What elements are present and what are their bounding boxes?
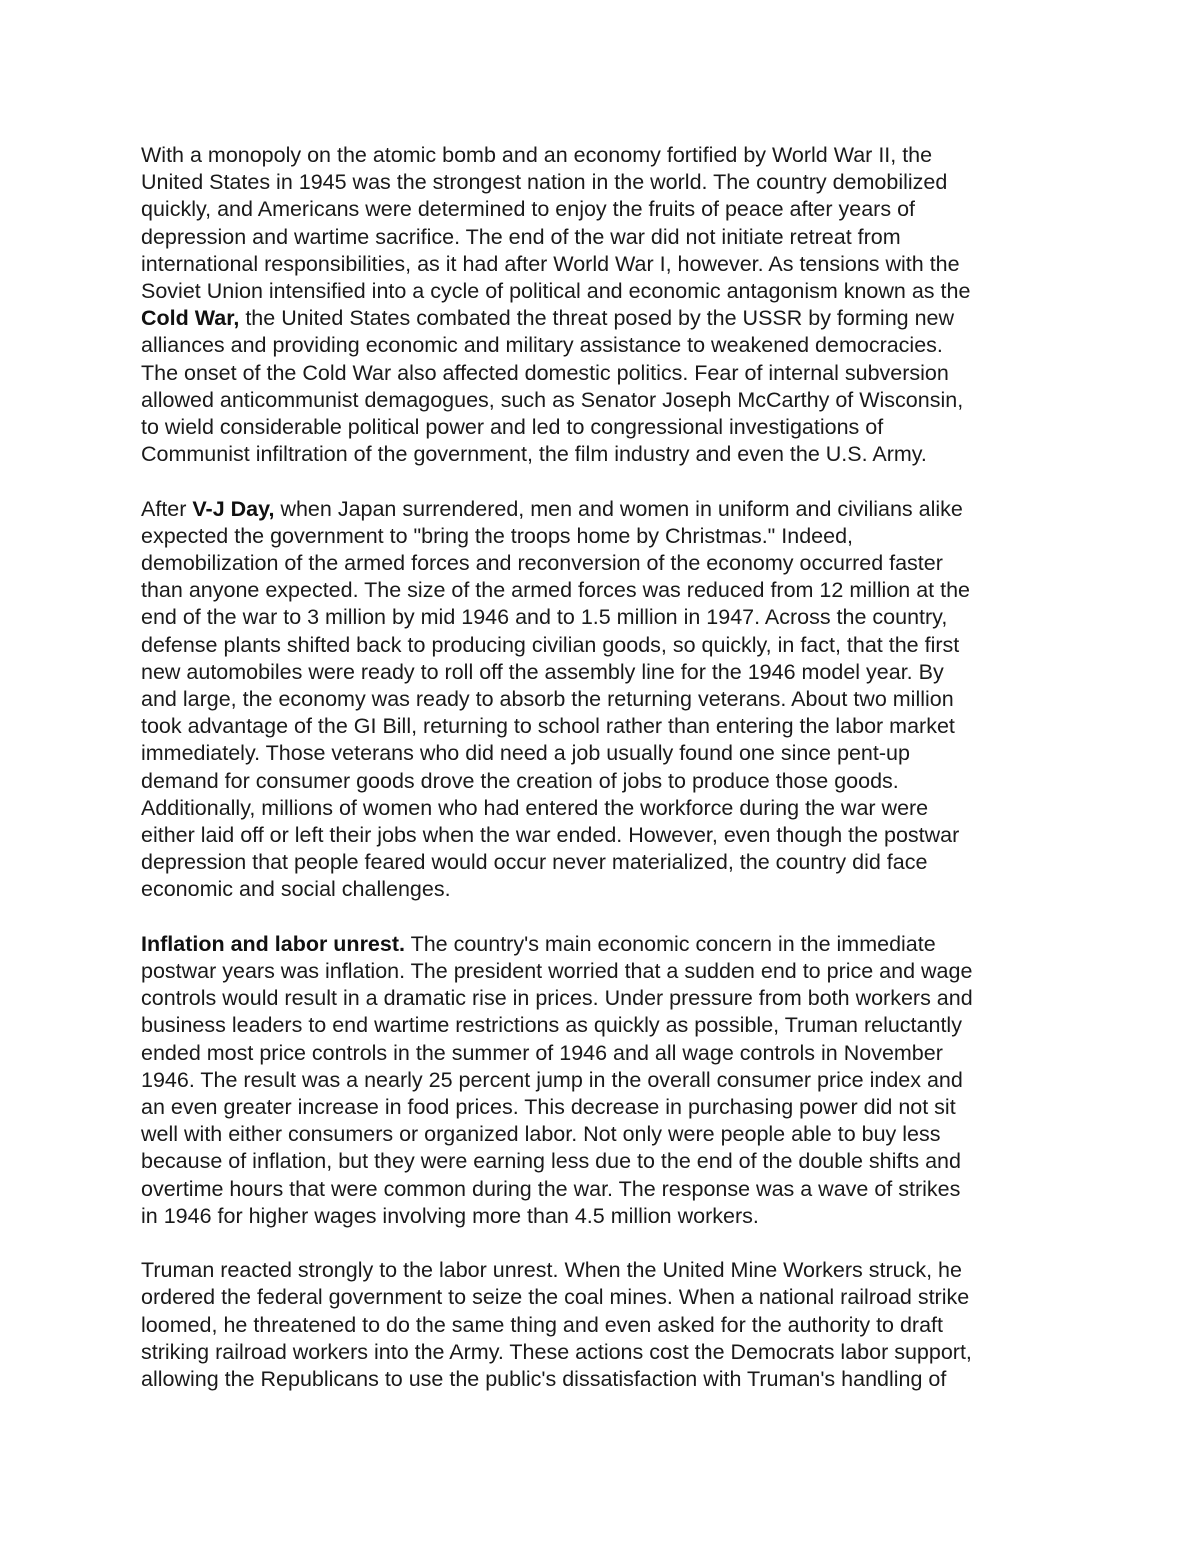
text-line: alliances and providing economic and military assistance to weakened democracies. (141, 333, 943, 358)
text-line: depression that people feared would occur never materialized, the country did face (141, 850, 928, 875)
text-line: well with either consumers or organized labor. Not only were people able to buy less (141, 1122, 941, 1147)
text-line: United States in 1945 was the strongest nation in the world. The country demobilized (141, 170, 948, 195)
text-line: because of inflation, but they were earning less due to the end of the double shifts and (141, 1149, 961, 1174)
text-line: immediately. Those veterans who did need a job usually found one since pent-up (141, 741, 910, 766)
text-line: The onset of the Cold War also affected domestic politics. Fear of internal subversion (141, 360, 949, 385)
text-line: loomed, he threatened to do the same thing and even asked for the authority to draft (141, 1312, 943, 1337)
text-line: Truman reacted strongly to the labor unrest. When the United Mine Workers struck, he (141, 1258, 962, 1283)
text-line: depression and wartime sacrifice. The end of the war did not initiate retreat from (141, 224, 901, 249)
text-line: expected the government to "bring the troops home by Christmas." Indeed, (141, 523, 854, 548)
paragraph-inflation (141, 931, 1061, 1230)
bold-term-vj-day: V-J Day, (192, 496, 275, 521)
text-line: demobilization of the armed forces and reconversion of the economy occurred faster (141, 551, 943, 576)
text-line: After (141, 496, 193, 521)
text-line: an even greater increase in food prices. This decrease in purchasing power did not sit (141, 1095, 956, 1120)
text-line: overtime hours that were common during the war. The response was a wave of strikes (141, 1176, 961, 1201)
text-line: Communist infiltration of the government, the film industry and even the U.S. Army. (141, 442, 927, 467)
text-line: took advantage of the GI Bill, returning to school rather than entering the labor market (141, 714, 955, 739)
text-line: international responsibilities, as it had after World War I, however. As tensions with the (141, 251, 960, 276)
text-line: controls would result in a dramatic rise in prices. Under pressure from both workers and (141, 986, 973, 1011)
text-line: end of the war to 3 million by mid 1946 and to 1.5 million in 1947. Across the country, (141, 605, 948, 630)
text-line: when Japan surrendered, men and women in uniform and civilians alike (274, 496, 963, 521)
text-line: The country's main economic concern in the immediate (404, 931, 936, 956)
text-line: Soviet Union intensified into a cycle of political and economic antagonism known as the (141, 279, 971, 304)
text-line: the United States combated the threat posed by the USSR by forming new (239, 306, 955, 331)
text-line: allowed anticommunist demagogues, such as Senator Joseph McCarthy of Wisconsin, (141, 387, 964, 412)
paragraph-cold-war (141, 142, 1061, 468)
text-line: 1946. The result was a nearly 25 percent jump in the overall consumer price index and (141, 1067, 963, 1092)
text-line: postwar years was inflation. The president worried that a sudden end to price and wage (141, 959, 973, 984)
bold-term-inflation-labor-unrest: Inflation and labor unrest. (141, 931, 405, 956)
text-line: economic and social challenges. (141, 877, 451, 902)
text-line: striking railroad workers into the Army. These actions cost the Democrats labor support, (141, 1339, 972, 1364)
text-line: either laid off or left their jobs when the war ended. However, even though the postwar (141, 823, 960, 848)
text-line: ordered the federal government to seize the coal mines. When a national railroad strike (141, 1285, 970, 1310)
paragraph-truman-reaction (141, 1257, 1061, 1393)
text-line: With a monopoly on the atomic bomb and an economy fortified by World War II, the (141, 143, 933, 167)
text-line: ended most price controls in the summer of 1946 and all wage controls in November (141, 1040, 943, 1065)
text-line: defense plants shifted back to producing civilian goods, so quickly, in fact, that the first (141, 632, 960, 657)
text-line: quickly, and Americans were determined to enjoy the fruits of peace after years of (141, 197, 915, 222)
text-line: business leaders to end wartime restrictions as quickly as possible, Truman reluctantly (141, 1013, 962, 1038)
text-line: to wield considerable political power and led to congressional investigations of (141, 415, 884, 440)
text-line: new automobiles were ready to roll off the assembly line for the 1946 model year. By (141, 659, 944, 684)
text-line: in 1946 for higher wages involving more than 4.5 million workers. (141, 1203, 759, 1228)
paragraph-vj-day (141, 496, 1061, 904)
bold-term-cold-war: Cold War, (141, 306, 240, 331)
text-line: and large, the economy was ready to absorb the returning veterans. About two million (141, 687, 954, 712)
text-line: Additionally, millions of women who had entered the workforce during the war were (141, 795, 929, 820)
document-page (141, 142, 1061, 1420)
text-line: than anyone expected. The size of the armed forces was reduced from 12 million at the (141, 578, 971, 603)
text-line: demand for consumer goods drove the creation of jobs to produce those goods. (141, 768, 899, 793)
text-line: allowing the Republicans to use the public's dissatisfaction with Truman's handling of (141, 1367, 947, 1392)
